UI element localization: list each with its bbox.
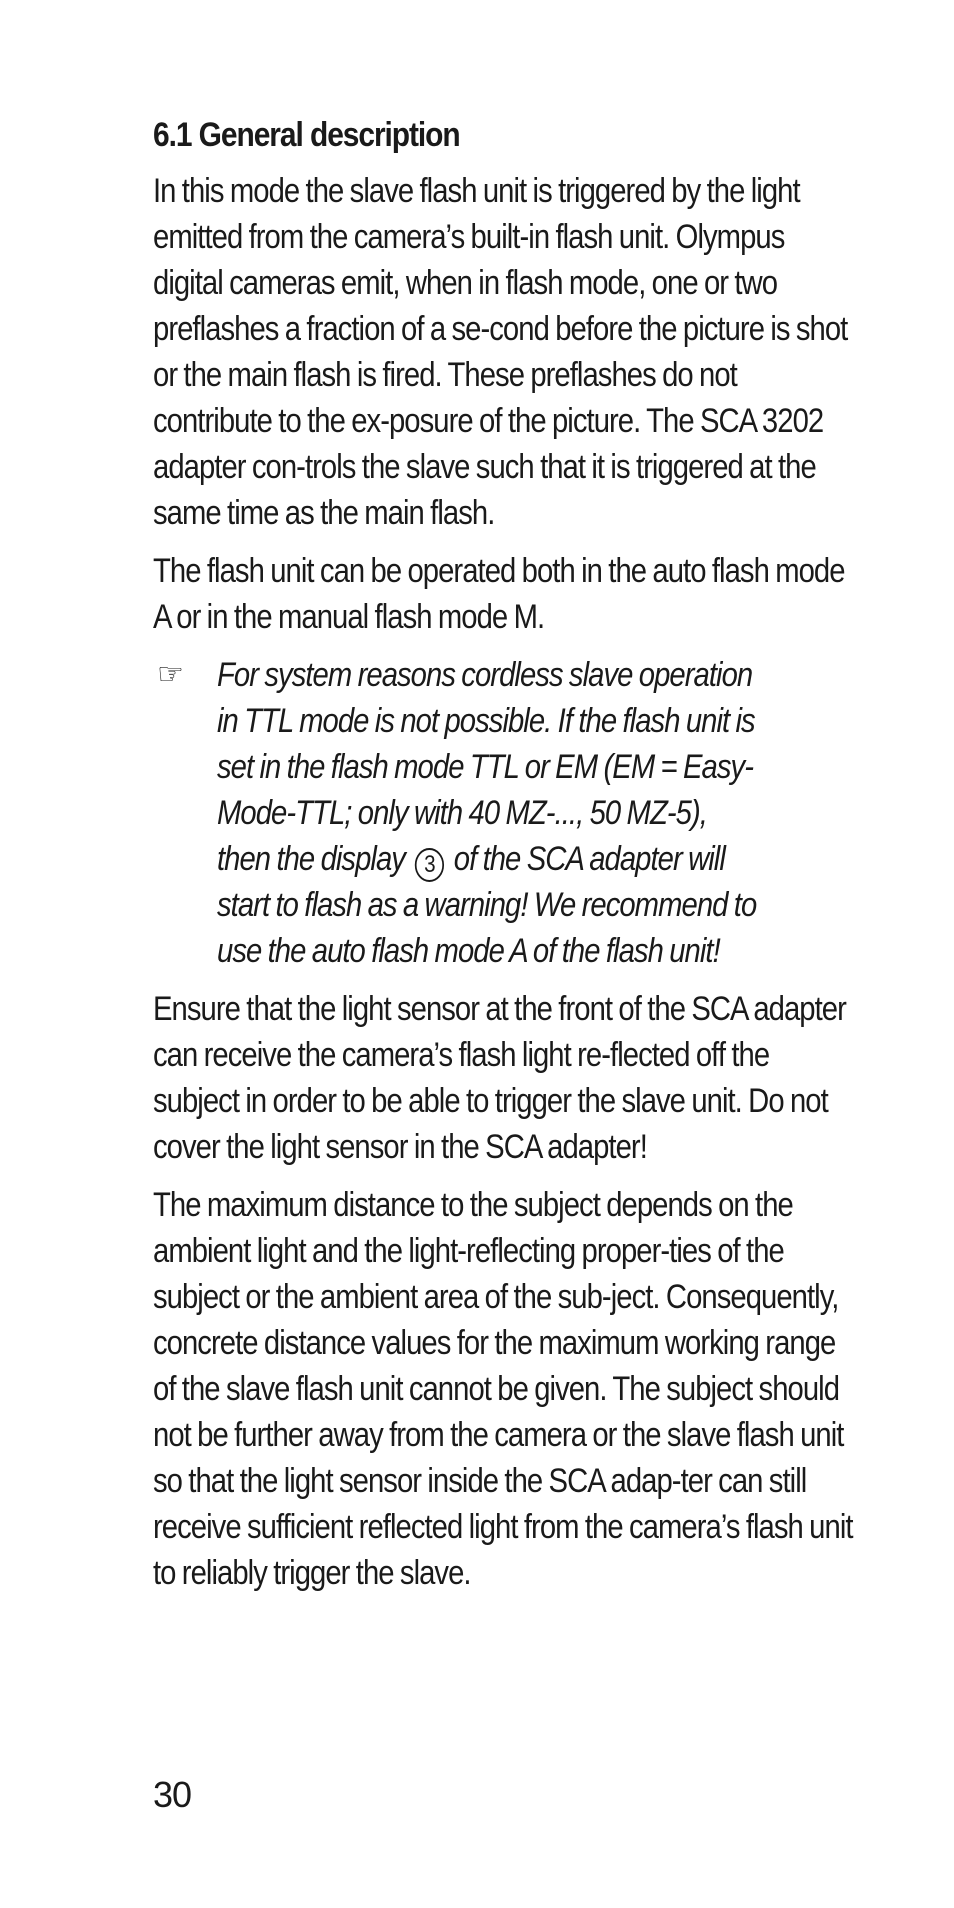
warning-note bbox=[153, 652, 853, 974]
circled-number-icon: 3 bbox=[415, 848, 444, 882]
note-text-after: of the SCA adapter will start to flash as a warning! We recommend to use the auto flash mode A of the flash unit! bbox=[217, 840, 757, 970]
document-page bbox=[153, 112, 853, 1608]
paragraph-light-sensor: Ensure that the light sensor at the front of the SCA adapter can receive the camera’s flash light re-flected off the subject in order to be able to trigger the slave unit. Do not cover the light sensor in the SCA adapter! bbox=[153, 990, 846, 1166]
paragraph-intro: In this mode the slave flash unit is triggered by the light emitted from the camera’s built-in flash unit. Olympus digital cameras emit, when in flash mode, one or two preflashes a fraction of a se-cond before the picture is shot or the main flash is fired. These preflashes do not contribute to the ex-posure of the picture. The SCA 3202 adapter con-trols the slave such that it is triggered at the same time as the main flash. bbox=[153, 172, 848, 532]
pointing-hand-icon: ☞ bbox=[157, 658, 184, 691]
section-heading: 6.1 General description bbox=[153, 116, 460, 154]
paragraph-flash-modes: The flash unit can be operated both in the auto flash mode A or in the manual flash mode M. bbox=[153, 552, 845, 636]
warning-note-text bbox=[217, 652, 764, 974]
paragraph-max-distance: The maximum distance to the subject depends on the ambient light and the light-reflecting proper-ties of the subject or the ambient area of the sub-ject. Consequently, concrete distance values for the maximum working range of the slave flash unit cannot be given. The subject should not be further away from the camera or the slave flash unit so that the light sensor inside the SCA adap-ter can still receive sufficient reflected light from the camera’s flash unit to reliably trigger the slave. bbox=[153, 1186, 853, 1592]
note-text-before: For system reasons cordless slave operation in TTL mode is not possible. If the flash unit is set in the flash mode TTL or EM (EM = Easy-Mode-TTL; only with 40 MZ-..., 50 MZ-5), then the display bbox=[217, 656, 755, 878]
page-number: 30 bbox=[153, 1774, 192, 1815]
